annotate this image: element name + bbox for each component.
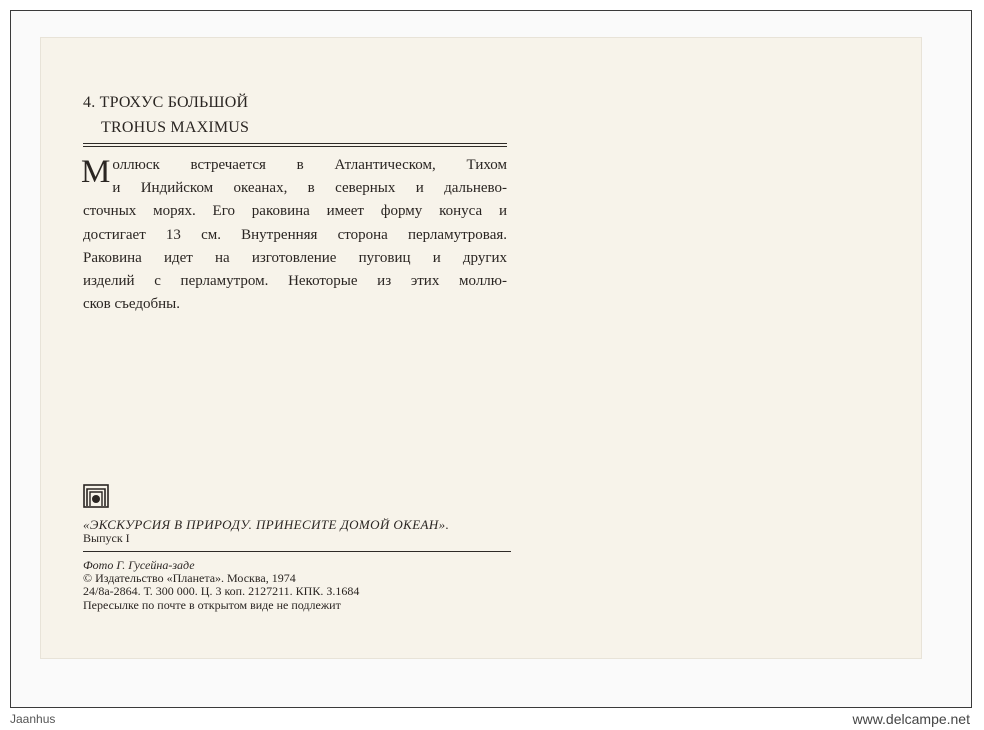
series-title: «ЭКСКУРСИЯ В ПРИРОДУ. ПРИНЕСИТЕ ДОМОЙ ОКЕАН». <box>83 517 450 532</box>
card-heading: 4. ТРОХУС БОЛЬШОЙ <box>83 94 249 111</box>
postal-note: Пересылке по почте в открытом виде не подлежит <box>83 598 341 612</box>
publisher-logo-icon <box>83 484 109 508</box>
photo-credit: Фото Г. Гусейна-заде <box>83 558 195 572</box>
heading-rule-top <box>83 143 507 144</box>
issue-number: Выпуск I <box>83 531 130 545</box>
description-line: сточных морях. Его раковина имеет форму конуса и <box>83 203 507 220</box>
description-text <box>83 154 507 316</box>
seller-name: Jaanhus <box>10 712 56 726</box>
postcard <box>41 38 921 658</box>
print-code: 24/8а-2864. Т. 300 000. Ц. 3 коп. 2127211. КПК. З.1684 <box>83 584 360 598</box>
card-heading-latin: TROHUS MAXIMUS <box>101 119 250 136</box>
description-line: и Индийском океанах, в северных и дальнево- <box>112 180 507 197</box>
imprint-rule <box>83 551 511 552</box>
heading-rule-bottom <box>83 146 507 147</box>
drop-cap: М <box>81 154 111 190</box>
description-line: достигает 13 см. Внутренняя сторона перламутровая. <box>83 226 507 243</box>
description-line: Раковина идет на изготовление пуговиц и других <box>83 249 507 266</box>
description-line: сков съедобны. <box>83 296 181 313</box>
site-watermark: www.delcampe.net <box>852 711 970 727</box>
publisher-copyright: © Издательство «Планета». Москва, 1974 <box>83 571 296 585</box>
description-line: оллюск встречается в Атлантическом, Тихом <box>112 157 507 173</box>
description-line: изделий с перламутром. Некоторые из этих моллю- <box>83 273 507 290</box>
